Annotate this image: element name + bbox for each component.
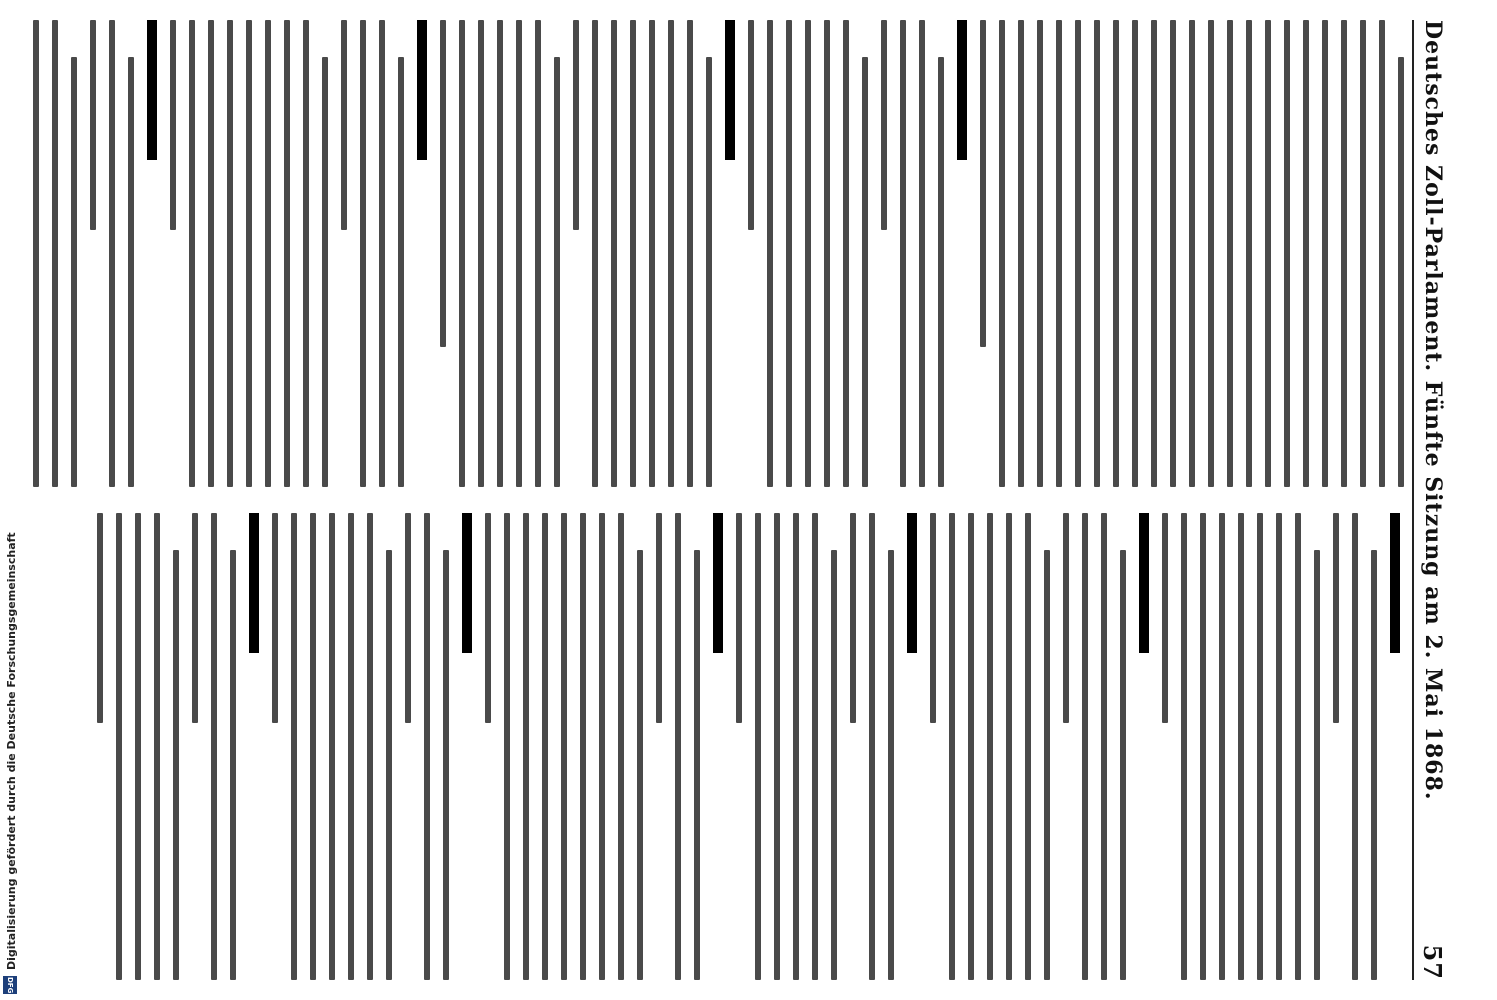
text-line [135, 513, 141, 980]
text-line [786, 20, 792, 487]
text-line [1056, 20, 1062, 487]
text-line [230, 550, 236, 980]
speaker-heading [462, 513, 472, 653]
text-line [1341, 20, 1347, 487]
text-line [675, 513, 681, 980]
text-line [1295, 513, 1301, 980]
text-line [1075, 20, 1081, 487]
text-line [424, 513, 430, 980]
text-line [208, 20, 214, 487]
text-line [504, 513, 510, 980]
text-line [1063, 513, 1069, 723]
text-line [170, 20, 176, 230]
text-line [630, 20, 636, 487]
text-line [774, 513, 780, 980]
text-line [516, 20, 522, 487]
text-line [900, 20, 906, 487]
text-line [341, 20, 347, 230]
text-line [1398, 57, 1404, 487]
text-line [1189, 20, 1195, 487]
text-line [1044, 550, 1050, 980]
text-line [1284, 20, 1290, 487]
text-line [405, 513, 411, 723]
text-line [824, 20, 830, 487]
speaker-heading [713, 513, 723, 653]
speaker-heading [1139, 513, 1149, 653]
text-line [656, 513, 662, 723]
text-line [1113, 20, 1119, 487]
text-line [831, 550, 837, 980]
text-line [1181, 513, 1187, 980]
dfg-logo: DFG [3, 976, 17, 994]
text-line [1094, 20, 1100, 487]
text-line [1238, 513, 1244, 980]
text-line [1200, 513, 1206, 980]
text-line [1322, 20, 1328, 487]
text-line [748, 20, 754, 230]
text-line [755, 513, 761, 980]
text-line [1219, 513, 1225, 980]
text-line [919, 20, 925, 487]
text-line [542, 513, 548, 980]
text-column-right [20, 513, 1404, 980]
text-line [1018, 20, 1024, 487]
text-line [348, 513, 354, 980]
speaker-heading [1390, 513, 1400, 653]
text-line [1101, 513, 1107, 980]
text-line [523, 513, 529, 980]
text-line [90, 20, 96, 230]
text-line [1037, 20, 1043, 487]
text-line [1006, 513, 1012, 980]
speaker-heading [957, 20, 967, 160]
text-line [1379, 20, 1385, 487]
text-line [246, 20, 252, 487]
speaker-heading [907, 513, 917, 653]
text-line [227, 20, 233, 487]
text-columns [20, 20, 1404, 980]
text-line [398, 57, 404, 487]
text-line [1246, 20, 1252, 487]
text-line [443, 550, 449, 980]
text-line [1151, 20, 1157, 487]
text-line [291, 513, 297, 980]
text-line [154, 513, 160, 980]
text-line [637, 550, 643, 980]
text-line [485, 513, 491, 723]
text-line [1265, 20, 1271, 487]
text-line [843, 20, 849, 487]
text-line [1227, 20, 1233, 487]
text-line [561, 513, 567, 980]
text-line [580, 513, 586, 980]
text-line [386, 550, 392, 980]
text-line [265, 20, 271, 487]
text-line [478, 20, 484, 487]
text-line [33, 20, 39, 487]
text-line [592, 20, 598, 487]
text-line [310, 513, 316, 980]
text-line [97, 513, 103, 723]
text-line [116, 513, 122, 980]
text-line [367, 513, 373, 980]
text-line [850, 513, 856, 723]
text-line [938, 57, 944, 487]
text-line [930, 513, 936, 723]
text-line [497, 20, 503, 487]
digitization-credit [0, 0, 22, 1000]
text-line [1025, 513, 1031, 980]
text-line [599, 513, 605, 980]
text-line [1303, 20, 1309, 487]
text-line [554, 57, 560, 487]
text-line [192, 513, 198, 723]
text-line [888, 550, 894, 980]
text-line [611, 20, 617, 487]
text-line [1257, 513, 1263, 980]
speaker-heading [725, 20, 735, 160]
text-line [706, 57, 712, 487]
text-line [1170, 20, 1176, 487]
text-line [1314, 550, 1320, 980]
text-line [1120, 550, 1126, 980]
text-line [694, 550, 700, 980]
speaker-heading [249, 513, 259, 653]
text-line [793, 513, 799, 980]
text-line [535, 20, 541, 487]
text-line [1371, 550, 1377, 980]
text-line [1208, 20, 1214, 487]
text-line [109, 20, 115, 487]
text-line [128, 57, 134, 487]
text-line [1360, 20, 1366, 487]
page-header [1412, 20, 1452, 980]
text-line [980, 20, 986, 347]
speaker-heading [147, 20, 157, 160]
text-line [329, 513, 335, 980]
text-line [812, 513, 818, 980]
text-line [440, 20, 446, 347]
text-line [767, 20, 773, 487]
credit-text: Digitalisierung gefördert durch die Deutsche Forschungsgemeinschaft [5, 532, 18, 970]
text-line [360, 20, 366, 487]
text-line [999, 20, 1005, 487]
speaker-heading [417, 20, 427, 160]
text-line [303, 20, 309, 487]
text-line [1082, 513, 1088, 980]
text-line [573, 20, 579, 230]
text-line [189, 20, 195, 487]
text-line [968, 513, 974, 980]
text-line [1162, 513, 1168, 723]
page-number: 57 [1418, 944, 1448, 980]
text-line [869, 513, 875, 980]
text-line [173, 550, 179, 980]
text-line [862, 57, 868, 487]
text-line [322, 57, 328, 487]
text-line [949, 513, 955, 980]
text-line [284, 20, 290, 487]
text-line [1352, 513, 1358, 980]
page-title: Deutsches Zoll-Parlament. Fünfte Sitzung am 2. Mai 1868. [1420, 20, 1446, 801]
text-line [379, 20, 385, 487]
text-line [649, 20, 655, 487]
text-line [987, 513, 993, 980]
text-line [52, 20, 58, 487]
text-line [1276, 513, 1282, 980]
text-line [736, 513, 742, 723]
text-line [805, 20, 811, 487]
text-line [71, 57, 77, 487]
text-line [687, 20, 693, 487]
text-line [1333, 513, 1339, 723]
text-line [1132, 20, 1138, 487]
text-line [459, 20, 465, 487]
text-line [272, 513, 278, 723]
text-line [881, 20, 887, 230]
text-line [211, 513, 217, 980]
text-column-left [20, 20, 1404, 487]
text-line [668, 20, 674, 487]
text-line [618, 513, 624, 980]
